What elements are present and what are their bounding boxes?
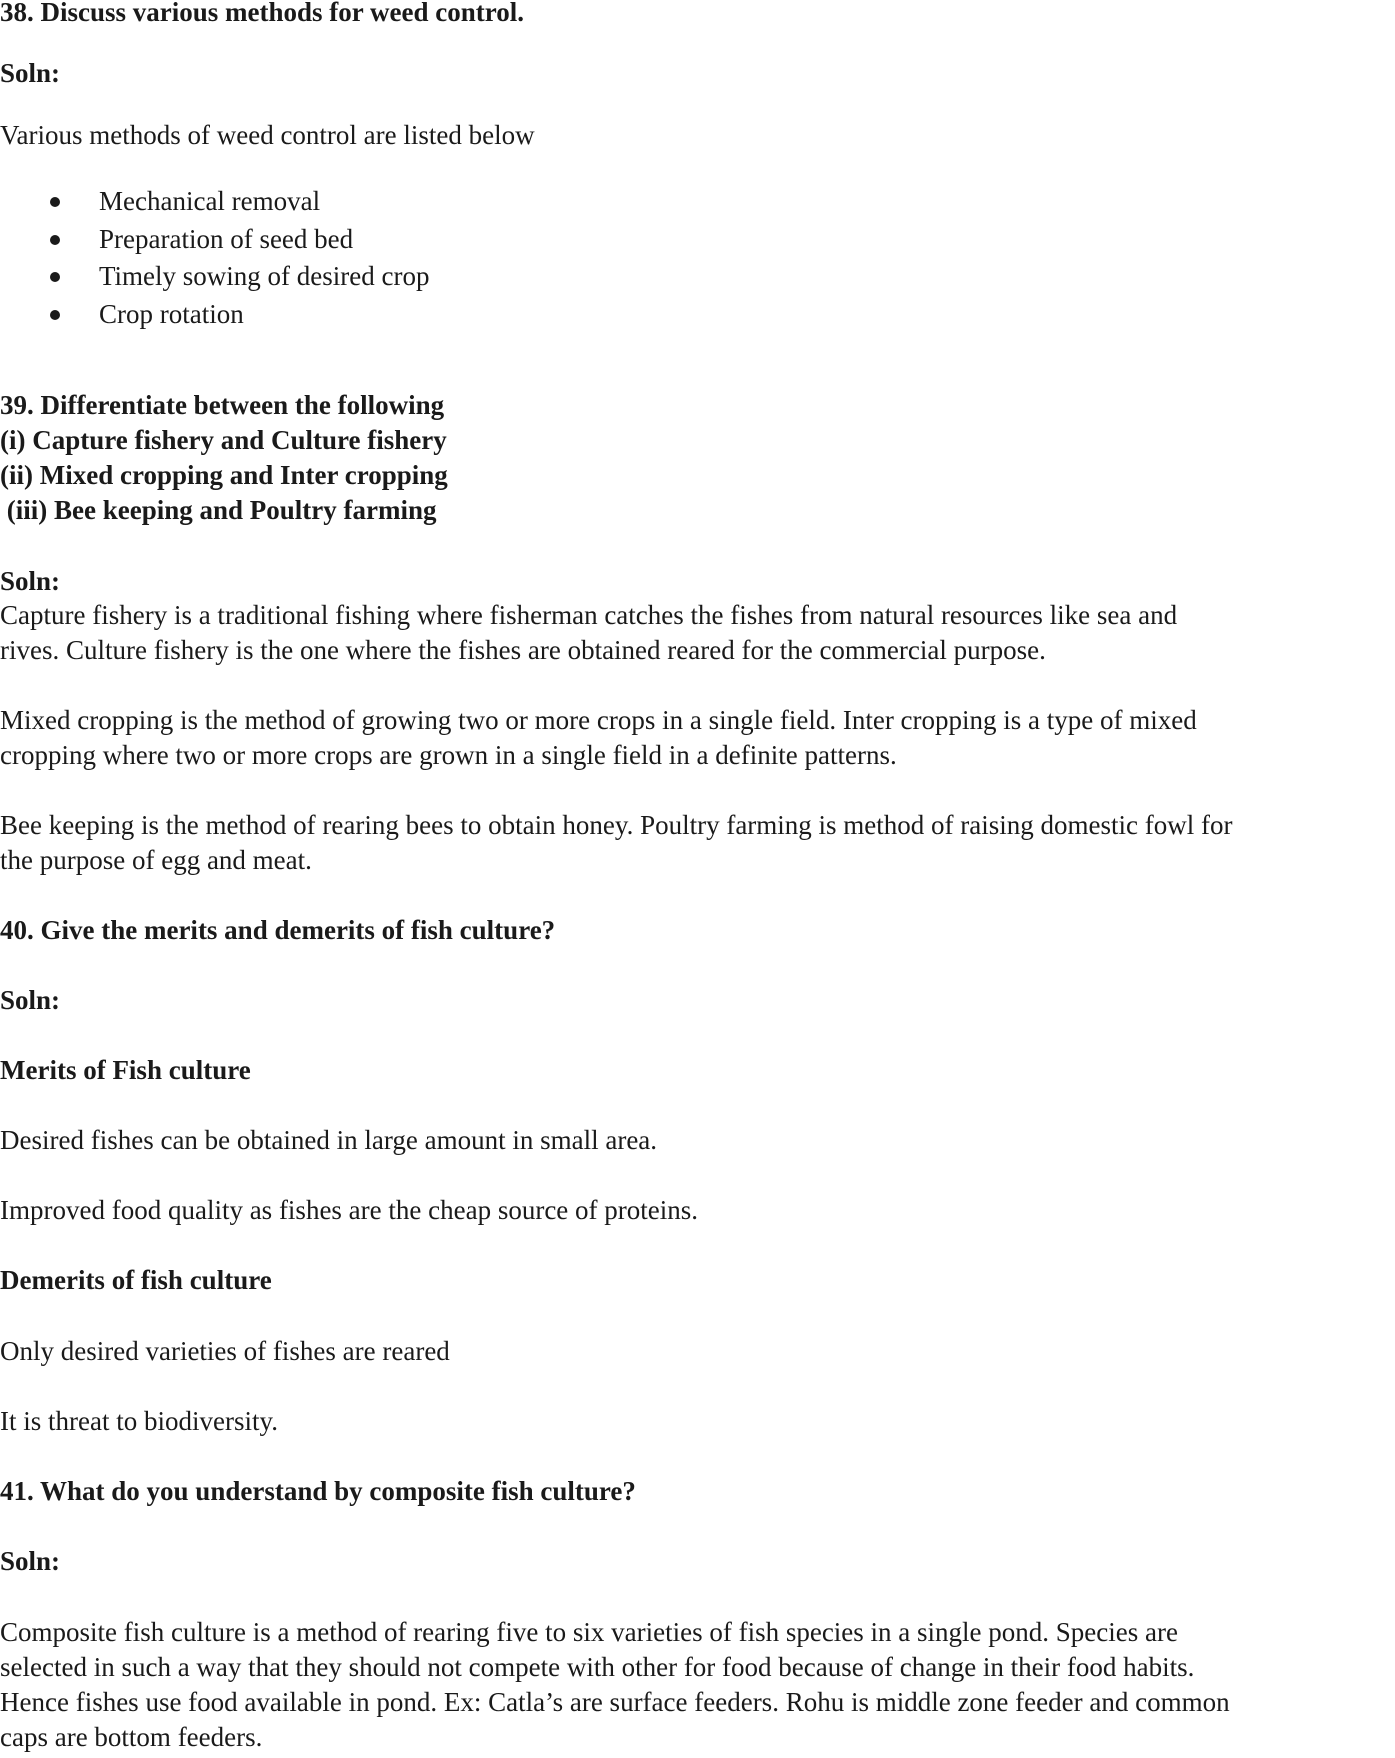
text-line: caps are bottom feeders.: [0, 1722, 263, 1752]
text-line: the purpose of egg and meat.: [0, 845, 312, 875]
q40-soln-label: Soln:: [0, 985, 61, 1015]
demerit-item: It is threat to biodiversity.: [0, 1406, 278, 1436]
merit-item: Desired fishes can be obtained in large amount in small area.: [0, 1125, 658, 1155]
composite-fish-culture-answer: [0, 1615, 1395, 1755]
q39-soln-label: Soln:: [0, 566, 61, 596]
merits-heading: Merits of Fish culture: [0, 1055, 251, 1085]
bullet-icon: [50, 235, 60, 245]
list-item: [0, 183, 429, 221]
cropping-comparison-paragraph: [0, 703, 1395, 773]
question-39-heading: 39. Differentiate between the following: [0, 390, 445, 420]
text-line: Capture fishery is a traditional fishing where fisherman catches the fishes from natural resources like sea and: [0, 600, 1178, 630]
q38-soln-label: Soln:: [0, 58, 61, 88]
question-41-heading: 41. What do you understand by composite fish culture?: [0, 1476, 636, 1506]
text-line: Hence fishes use food available in pond. Ex: Catla’s are surface feeders. Rohu is middle zone feeder and common: [0, 1687, 1230, 1717]
q38-intro-text: Various methods of weed control are listed below: [0, 120, 535, 150]
q41-soln-label: Soln:: [0, 1546, 61, 1576]
text-line: rives. Culture fishery is the one where the fishes are obtained reared for the commercial purpose.: [0, 635, 1046, 665]
list-item-text: Crop rotation: [99, 298, 244, 329]
text-line: Mixed cropping is the method of growing two or more crops in a single field. Inter cropping is a type of mixed: [0, 705, 1197, 735]
list-item: [0, 258, 429, 296]
text-line: Composite fish culture is a method of rearing five to six varieties of fish species in a single pond. Species are: [0, 1617, 1178, 1647]
list-item-text: Timely sowing of desired crop: [99, 261, 430, 291]
list-item-text: Mechanical removal: [99, 186, 321, 216]
list-item-text: Preparation of seed bed: [99, 223, 354, 254]
fishery-comparison-paragraph: [0, 598, 1395, 668]
question-39-part-ii: (ii) Mixed cropping and Inter cropping: [0, 460, 448, 490]
list-item: [0, 296, 429, 334]
list-item: [0, 221, 429, 259]
merit-item: Improved food quality as fishes are the cheap source of proteins.: [0, 1195, 699, 1225]
text-line: cropping where two or more crops are grown in a single field in a definite patterns.: [0, 740, 897, 770]
question-39-part-iii: (iii) Bee keeping and Poultry farming: [0, 495, 437, 525]
demerit-item: Only desired varieties of fishes are reared: [0, 1336, 450, 1366]
text-line: selected in such a way that they should not compete with other for food because of change in their food habits.: [0, 1652, 1195, 1682]
bullet-icon: [50, 197, 60, 207]
text-line: Bee keeping is the method of rearing bees to obtain honey. Poultry farming is method of raising domestic fowl for: [0, 810, 1233, 840]
question-39-part-i: (i) Capture fishery and Culture fishery: [0, 425, 447, 455]
question-40-heading: 40. Give the merits and demerits of fish culture?: [0, 915, 556, 945]
demerits-heading: Demerits of fish culture: [0, 1265, 272, 1295]
weed-control-methods-list: [0, 183, 429, 333]
farming-comparison-paragraph: [0, 808, 1395, 878]
bullet-icon: [50, 310, 60, 320]
question-38-heading: 38. Discuss various methods for weed control.: [0, 0, 524, 27]
bullet-icon: [50, 272, 60, 282]
